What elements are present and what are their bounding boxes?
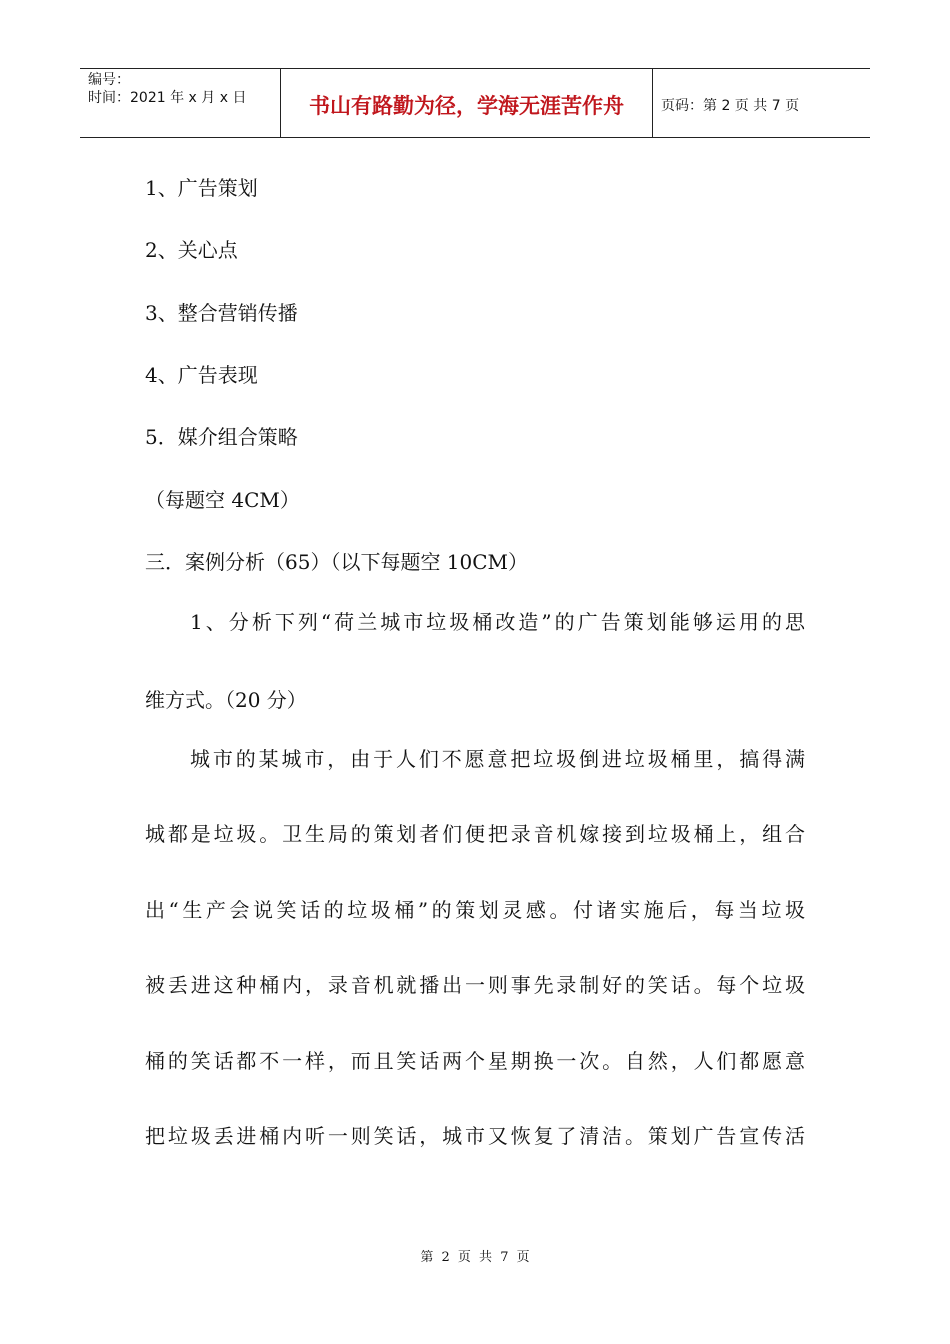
body-line: 桶的笑话都不一样，而且笑话两个星期换一次。自然，人们都愿意: [145, 1048, 805, 1073]
page-footer: 第 2 页 共 7 页: [420, 1250, 530, 1265]
answer-space-note: （每题空 4CM）: [145, 488, 300, 512]
question-text-1: 1、分析下列“荷兰城市垃圾桶改造”的广告策划能够运用的思: [190, 610, 805, 634]
section-title: 三．案例分析（65）（以下每题空 10CM）: [145, 550, 529, 574]
page-header: [80, 68, 870, 138]
body-paragraph: [145, 803, 805, 1181]
list-item: 5．媒介组合策略: [145, 425, 298, 449]
body-line: 出“生产会说笑话的垃圾桶”的策划灵感。付诸实施后，每当垃圾: [145, 897, 805, 922]
question-line-1: [190, 591, 805, 654]
list-item: 2、关心点: [145, 238, 238, 262]
body-first-line: [190, 728, 805, 791]
time-label: 时间：2021 年 x 月 x 日: [88, 90, 247, 106]
list-item: 3、整合营销传播: [145, 301, 298, 325]
body-line: 城都是垃圾。卫生局的策划者们便把录音机嫁接到垃圾桶上，组合: [145, 822, 805, 846]
number-label: 编号：: [88, 72, 130, 88]
body-line: 城市的某城市，由于人们不愿意把垃圾倒进垃圾桶里，搞得满: [190, 747, 805, 771]
body-line: 被丢进这种桶内，录音机就播出一则事先录制好的笑话。每个垃圾: [145, 973, 805, 997]
header-meta: [80, 69, 281, 137]
question-line-2: 维方式。（20 分）: [145, 688, 307, 712]
list-item: 4、广告表现: [145, 363, 258, 387]
body-line: 把垃圾丢进桶内听一则笑话，城市又恢复了清洁。策划广告宣传活: [145, 1124, 805, 1148]
header-motto: 书山有路勤为径，学海无涯苦作舟: [281, 69, 653, 137]
header-page-info: 页码：第 2 页 共 7 页: [661, 98, 800, 114]
list-item: 1、广告策划: [145, 176, 258, 200]
